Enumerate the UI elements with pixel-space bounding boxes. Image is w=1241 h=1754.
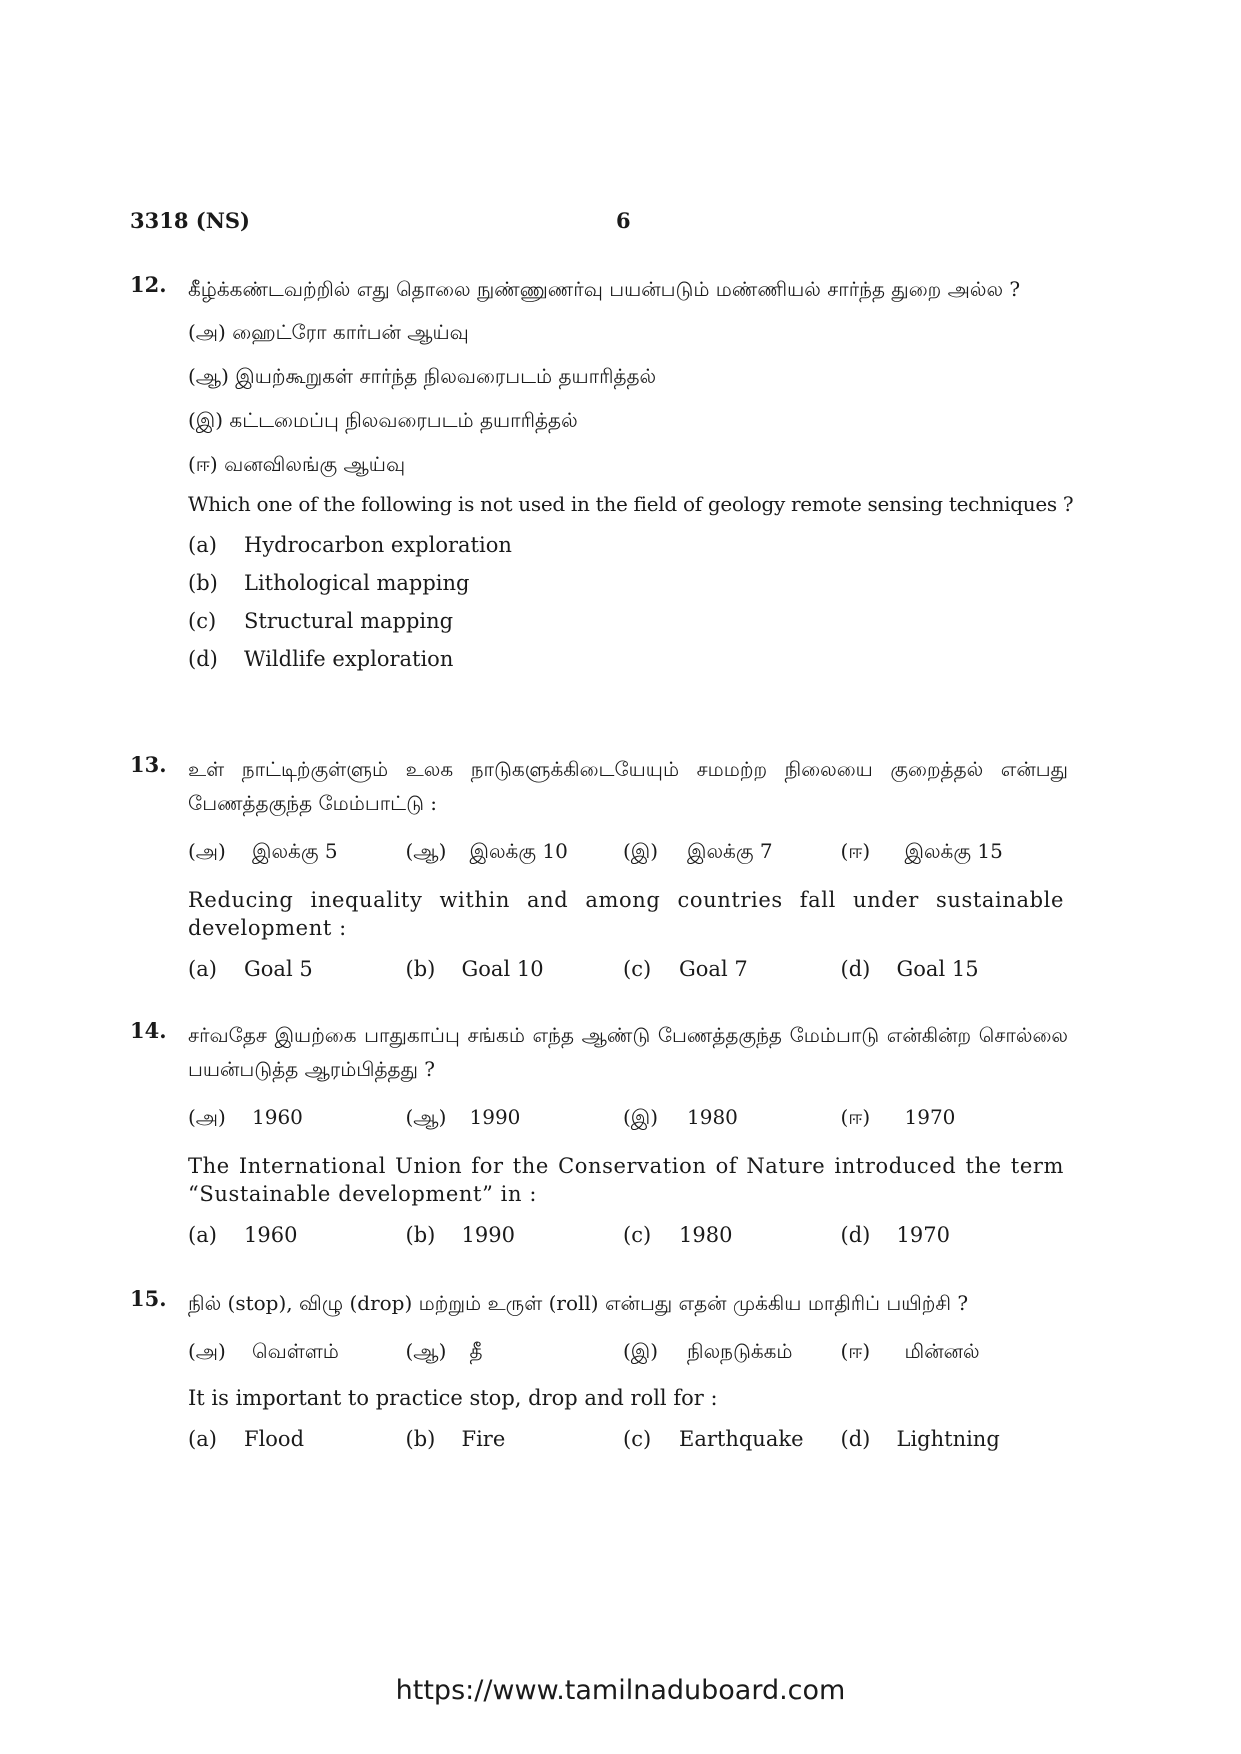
options-row-english: (a) 1960 (b) 1990 (c) 1980 (d) 1970 [188,1223,950,1247]
options-row-tamil: (அ) இலக்கு 5 (ஆ) இலக்கு 10 (இ) இலக்கு 7 (ஈ) இலக்கு 15 [188,838,1003,863]
options-row-tamil: (அ) 1960 (ஆ) 1990 (இ) 1980 (ஈ) 1970 [188,1104,956,1129]
page-header [130,208,1110,242]
question-text-tamil: சர்வதேச இயற்கை பாதுகாப்பு சங்கம் எந்த ஆண்டு பேணத்தகுந்த மேம்பாடு என்கின்ற சொல்லை பயன்படுத்த ஆரம்பித்தது ? [188,1023,1068,1081]
paper-code: 3318 (NS) [130,208,250,233]
question-text-tamil: நில் (stop), விழு (drop) மற்றும் உருள் (roll) என்பது எதன் முக்கிய மாதிரிப் பயிற்சி ? [188,1291,969,1315]
option-tamil: (ஈ) வனவிலங்கு ஆய்வு [188,452,406,476]
option-english: (d) Wildlife exploration [188,647,454,671]
page-number: 6 [616,208,631,233]
option-tamil: (இ) கட்டமைப்பு நிலவரைபடம் தயாரித்தல் [188,408,578,432]
question-number: 13. [130,752,167,777]
question-text-english: The International Union for the Conservation of Nature introduced the term “Sustainable development” in : [188,1154,1064,1206]
option-english: (a) Hydrocarbon exploration [188,533,512,557]
question-text-english: Which one of the following is not used in the field of geology remote sensing techniques ? [188,492,1074,516]
question-text-english: Reducing inequality within and among countries fall under sustainable development : [188,888,1064,940]
options-row-tamil: (அ) வெள்ளம் (ஆ) தீ (இ) நிலநடுக்கம் (ஈ) மின்னல் [188,1338,980,1363]
option-tamil: (ஆ) இயற்கூறுகள் சார்ந்த நிலவரைபடம் தயாரித்தல் [188,364,657,388]
question-text-english: It is important to practice stop, drop and roll for : [188,1386,718,1410]
question-number: 14. [130,1018,167,1043]
options-row-english: (a) Flood (b) Fire (c) Earthquake (d) Lightning [188,1427,1000,1451]
question-text-tamil: உள் நாட்டிற்குள்ளும் உலக நாடுகளுக்கிடையேயும் சமமற்ற நிலையை குறைத்தல் என்பது பேணத்தகுந்த மேம்பாட்டு : [188,757,1068,815]
question-text-tamil: கீழ்க்கண்டவற்றில் எது தொலை நுண்ணுணர்வு பயன்படும் மண்ணியல் சார்ந்த துறை அல்ல ? [188,277,1021,301]
footer-url: https://www.tamilnaduboard.com [395,1675,846,1706]
question-number: 12. [130,272,167,297]
options-row-english: (a) Goal 5 (b) Goal 10 (c) Goal 7 (d) Goal 15 [188,957,979,981]
option-tamil: (அ) ஹைட்ரோ கார்பன் ஆய்வு [188,320,469,344]
option-english: (c) Structural mapping [188,609,454,633]
option-english: (b) Lithological mapping [188,571,470,595]
question-number: 15. [130,1286,167,1311]
